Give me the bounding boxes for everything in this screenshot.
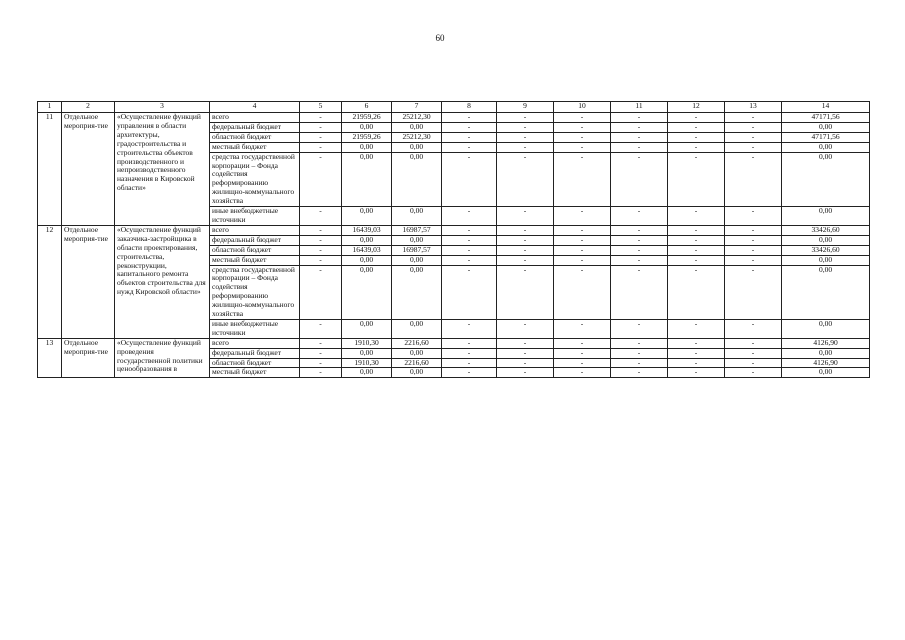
value-cell: - <box>611 152 668 206</box>
value-cell: - <box>554 132 611 142</box>
value-cell: 0,00 <box>782 122 870 132</box>
value-cell: - <box>668 207 725 226</box>
value-cell: - <box>300 319 342 338</box>
row-number-cell: 11 <box>38 113 62 226</box>
value-cell: - <box>725 338 782 348</box>
value-cell: - <box>497 265 554 319</box>
value-cell: 2216,60 <box>392 338 442 348</box>
column-header: 12 <box>668 102 725 113</box>
value-cell: - <box>554 348 611 358</box>
value-cell: - <box>611 245 668 255</box>
value-cell: - <box>442 265 497 319</box>
value-cell: 0,00 <box>392 348 442 358</box>
value-cell: - <box>668 235 725 245</box>
value-cell: 0,00 <box>342 235 392 245</box>
table-row <box>38 338 870 348</box>
value-cell: - <box>442 132 497 142</box>
value-cell: - <box>497 207 554 226</box>
value-cell: 33426,60 <box>782 245 870 255</box>
column-header: 11 <box>611 102 668 113</box>
page-number: 60 <box>435 33 445 43</box>
value-cell: - <box>725 245 782 255</box>
value-cell: - <box>611 368 668 378</box>
value-cell: - <box>497 338 554 348</box>
value-cell: - <box>497 319 554 338</box>
value-cell: - <box>554 368 611 378</box>
column-header: 2 <box>62 102 115 113</box>
value-cell: - <box>554 142 611 152</box>
value-cell: - <box>442 338 497 348</box>
row-number-cell: 12 <box>38 225 62 338</box>
value-cell: 0,00 <box>392 122 442 132</box>
value-cell: 0,00 <box>782 348 870 358</box>
value-cell: - <box>300 225 342 235</box>
activity-name-cell: «Осуществление функций заказчика-застройщика в области проектирования, строительства, реконструкции, капитального ремонта объектов строительства для нужд Кировской области» <box>115 225 210 338</box>
value-cell: 0,00 <box>782 207 870 226</box>
value-cell: 0,00 <box>392 265 442 319</box>
value-cell: 1910,30 <box>342 358 392 368</box>
activity-name-cell: «Осуществление функций проведения государственной политики ценообразования в <box>115 338 210 378</box>
value-cell: 0,00 <box>392 368 442 378</box>
value-cell: 2216,60 <box>392 358 442 368</box>
value-cell: - <box>442 245 497 255</box>
funding-source-cell: местный бюджет <box>210 368 300 378</box>
value-cell: - <box>554 319 611 338</box>
value-cell: - <box>668 245 725 255</box>
value-cell: - <box>725 255 782 265</box>
value-cell: - <box>442 225 497 235</box>
column-header: 14 <box>782 102 870 113</box>
value-cell: - <box>611 122 668 132</box>
value-cell: 47171,56 <box>782 132 870 142</box>
value-cell: - <box>725 207 782 226</box>
value-cell: - <box>300 235 342 245</box>
value-cell: 0,00 <box>392 207 442 226</box>
value-cell: 0,00 <box>782 152 870 206</box>
value-cell: - <box>497 358 554 368</box>
value-cell: - <box>554 113 611 123</box>
value-cell: - <box>300 358 342 368</box>
value-cell: - <box>442 207 497 226</box>
column-header: 1 <box>38 102 62 113</box>
value-cell: - <box>497 235 554 245</box>
value-cell: - <box>554 122 611 132</box>
value-cell: - <box>442 122 497 132</box>
value-cell: - <box>300 207 342 226</box>
value-cell: 0,00 <box>342 207 392 226</box>
value-cell: - <box>725 122 782 132</box>
value-cell: - <box>442 368 497 378</box>
value-cell: - <box>300 132 342 142</box>
value-cell: 0,00 <box>392 319 442 338</box>
value-cell: - <box>611 255 668 265</box>
activity-type-cell: Отдельное мероприя-тие <box>62 113 115 226</box>
funding-source-cell: местный бюджет <box>210 255 300 265</box>
funding-source-cell: федеральный бюджет <box>210 348 300 358</box>
funding-source-cell: областной бюджет <box>210 358 300 368</box>
activity-name-cell: «Осуществление функций управления в области архитектуры, градостроительства и строительства объектов производственного и непроизводственного назначения в Кировской области» <box>115 113 210 226</box>
value-cell: - <box>668 132 725 142</box>
funding-source-cell: областной бюджет <box>210 245 300 255</box>
value-cell: - <box>725 225 782 235</box>
value-cell: - <box>611 235 668 245</box>
value-cell: - <box>442 235 497 245</box>
value-cell: 0,00 <box>392 255 442 265</box>
value-cell: - <box>497 368 554 378</box>
value-cell: 0,00 <box>342 368 392 378</box>
value-cell: - <box>668 152 725 206</box>
value-cell: - <box>554 207 611 226</box>
value-cell: - <box>554 265 611 319</box>
value-cell: 0,00 <box>342 255 392 265</box>
funding-source-cell: областной бюджет <box>210 132 300 142</box>
value-cell: 21959,26 <box>342 132 392 142</box>
value-cell: - <box>300 255 342 265</box>
value-cell: 0,00 <box>342 348 392 358</box>
value-cell: - <box>668 338 725 348</box>
value-cell: - <box>668 368 725 378</box>
value-cell: 0,00 <box>782 368 870 378</box>
value-cell: - <box>442 152 497 206</box>
value-cell: - <box>611 113 668 123</box>
funding-source-cell: иные внебюджетные источники <box>210 319 300 338</box>
value-cell: - <box>725 142 782 152</box>
value-cell: 0,00 <box>782 255 870 265</box>
value-cell: - <box>725 113 782 123</box>
value-cell: - <box>611 207 668 226</box>
funding-source-cell: средства государственной корпорации – Фонда содействия реформированию жилищно-коммунального хозяйства <box>210 265 300 319</box>
value-cell: 33426,60 <box>782 225 870 235</box>
value-cell: 4126,90 <box>782 338 870 348</box>
value-cell: - <box>668 113 725 123</box>
table-row <box>38 113 870 123</box>
value-cell: 4126,90 <box>782 358 870 368</box>
funding-source-cell: всего <box>210 113 300 123</box>
value-cell: - <box>300 338 342 348</box>
value-cell: - <box>497 225 554 235</box>
table-row <box>38 225 870 235</box>
value-cell: - <box>497 245 554 255</box>
value-cell: 0,00 <box>392 235 442 245</box>
value-cell: - <box>497 142 554 152</box>
value-cell: - <box>497 255 554 265</box>
value-cell: - <box>554 338 611 348</box>
value-cell: - <box>554 152 611 206</box>
value-cell: 0,00 <box>342 152 392 206</box>
value-cell: 0,00 <box>392 142 442 152</box>
value-cell: 0,00 <box>782 235 870 245</box>
row-number-cell: 13 <box>38 338 62 378</box>
activity-type-cell: Отдельное мероприя-тие <box>62 225 115 338</box>
value-cell: - <box>668 225 725 235</box>
activity-type-cell: Отдельное мероприя-тие <box>62 338 115 378</box>
value-cell: - <box>442 319 497 338</box>
budget-table <box>37 101 870 378</box>
funding-source-cell: местный бюджет <box>210 142 300 152</box>
value-cell: - <box>611 319 668 338</box>
value-cell: - <box>300 265 342 319</box>
funding-source-cell: федеральный бюджет <box>210 235 300 245</box>
value-cell: 16439,03 <box>342 225 392 235</box>
value-cell: - <box>725 152 782 206</box>
value-cell: - <box>442 113 497 123</box>
value-cell: - <box>725 348 782 358</box>
value-cell: - <box>611 132 668 142</box>
value-cell: - <box>554 245 611 255</box>
value-cell: - <box>442 348 497 358</box>
funding-source-cell: федеральный бюджет <box>210 122 300 132</box>
value-cell: 25212,30 <box>392 113 442 123</box>
value-cell: - <box>611 358 668 368</box>
value-cell: - <box>611 142 668 152</box>
column-header: 9 <box>497 102 554 113</box>
value-cell: 0,00 <box>342 319 392 338</box>
value-cell: - <box>300 368 342 378</box>
funding-source-cell: всего <box>210 225 300 235</box>
value-cell: - <box>497 113 554 123</box>
value-cell: - <box>725 368 782 378</box>
value-cell: - <box>554 225 611 235</box>
value-cell: 21959,26 <box>342 113 392 123</box>
value-cell: - <box>668 142 725 152</box>
value-cell: - <box>300 152 342 206</box>
value-cell: - <box>611 225 668 235</box>
value-cell: 0,00 <box>342 265 392 319</box>
value-cell: - <box>554 235 611 245</box>
value-cell: - <box>554 358 611 368</box>
value-cell: - <box>611 338 668 348</box>
value-cell: - <box>497 152 554 206</box>
value-cell: 0,00 <box>782 142 870 152</box>
value-cell: - <box>611 265 668 319</box>
value-cell: - <box>611 348 668 358</box>
funding-source-cell: всего <box>210 338 300 348</box>
value-cell: 0,00 <box>782 265 870 319</box>
value-cell: - <box>725 319 782 338</box>
value-cell: - <box>725 358 782 368</box>
value-cell: - <box>300 348 342 358</box>
value-cell: - <box>725 235 782 245</box>
column-header: 8 <box>442 102 497 113</box>
value-cell: - <box>497 348 554 358</box>
value-cell: - <box>668 319 725 338</box>
value-cell: 0,00 <box>782 319 870 338</box>
value-cell: 0,00 <box>342 122 392 132</box>
value-cell: - <box>300 122 342 132</box>
value-cell: 0,00 <box>342 142 392 152</box>
value-cell: 47171,56 <box>782 113 870 123</box>
column-header: 13 <box>725 102 782 113</box>
funding-source-cell: иные внебюджетные источники <box>210 207 300 226</box>
value-cell: - <box>668 358 725 368</box>
column-header: 7 <box>392 102 442 113</box>
value-cell: - <box>300 113 342 123</box>
column-header: 6 <box>342 102 392 113</box>
value-cell: 25212,30 <box>392 132 442 142</box>
value-cell: - <box>442 142 497 152</box>
column-header: 4 <box>210 102 300 113</box>
value-cell: 16439,03 <box>342 245 392 255</box>
value-cell: 16987,57 <box>392 245 442 255</box>
value-cell: - <box>668 255 725 265</box>
value-cell: - <box>725 265 782 319</box>
column-header: 3 <box>115 102 210 113</box>
column-header: 10 <box>554 102 611 113</box>
value-cell: - <box>497 122 554 132</box>
table-body <box>38 113 870 378</box>
column-header: 5 <box>300 102 342 113</box>
value-cell: - <box>725 132 782 142</box>
value-cell: - <box>668 122 725 132</box>
value-cell: - <box>442 358 497 368</box>
value-cell: - <box>497 132 554 142</box>
value-cell: 1910,30 <box>342 338 392 348</box>
value-cell: 0,00 <box>392 152 442 206</box>
value-cell: - <box>442 255 497 265</box>
header-row <box>38 102 870 113</box>
value-cell: 16987,57 <box>392 225 442 235</box>
value-cell: - <box>668 265 725 319</box>
funding-source-cell: средства государственной корпорации – Фонда содействия реформированию жилищно-коммунального хозяйства <box>210 152 300 206</box>
value-cell: - <box>300 245 342 255</box>
value-cell: - <box>554 255 611 265</box>
value-cell: - <box>300 142 342 152</box>
value-cell: - <box>668 348 725 358</box>
